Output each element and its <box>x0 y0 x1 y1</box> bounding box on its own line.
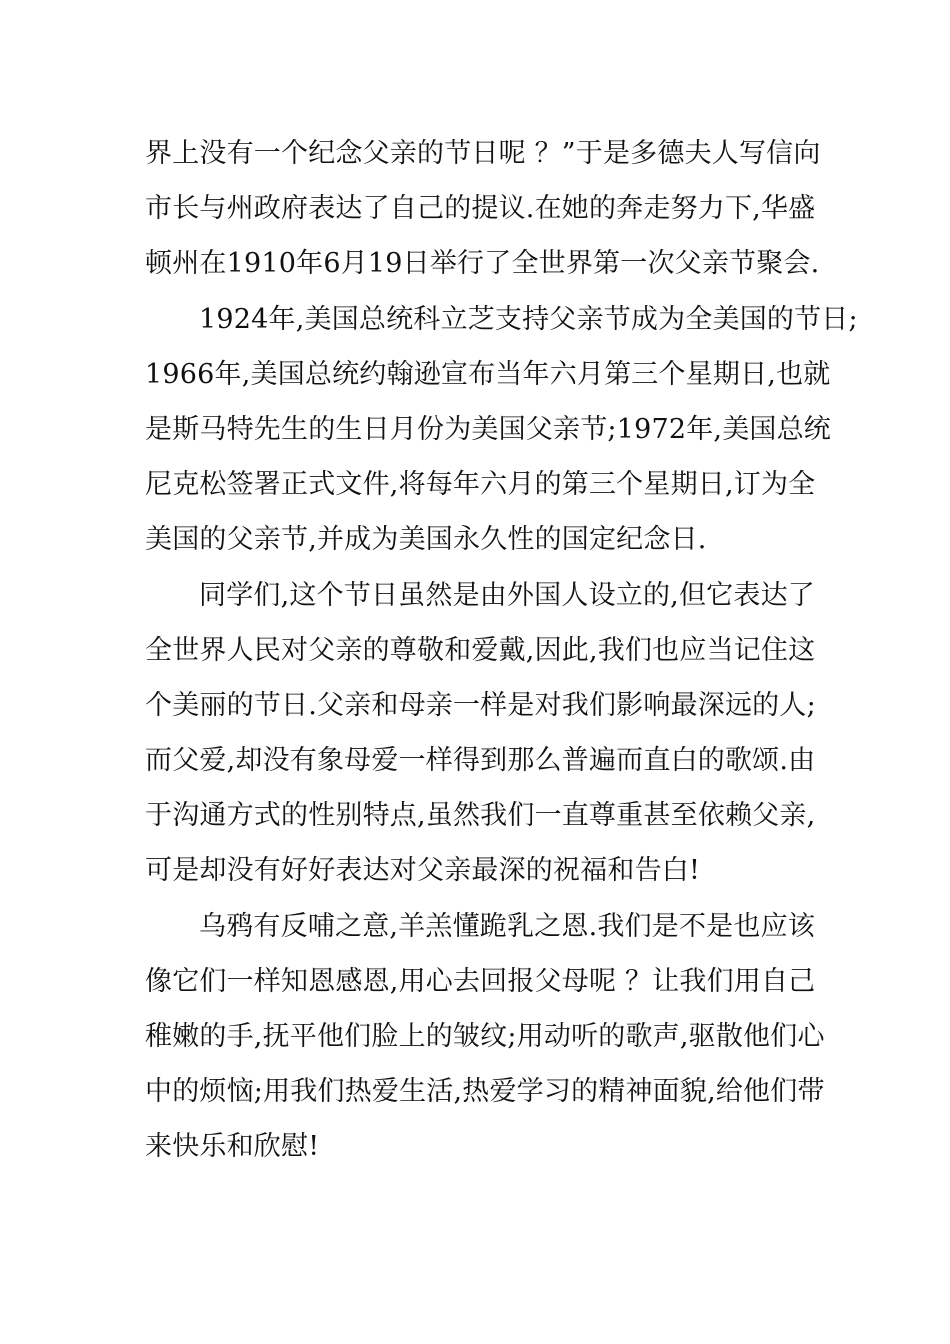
text-line: 界上没有一个纪念父亲的节日呢 ？”于是多德夫人写信向 <box>145 138 821 169</box>
text-line: 可是却没有好好表达对父亲最深的祝福和告白! <box>145 855 701 887</box>
text-line: 来快乐和欣慰! <box>145 1131 320 1163</box>
paragraph-start-line: 1924年,美国总统科立芝支持父亲节成为全美国的节日; <box>199 303 858 335</box>
paragraph-start-line: 同学们,这个节日虽然是由外国人设立的,但它表达了 <box>199 579 815 611</box>
text-line: 而父爱,却没有象母爱一样得到那么普遍而直白的歌颂.由 <box>145 745 816 777</box>
text-line: 是斯马特先生的生日月份为美国父亲节;1972年,美国总统 <box>145 413 831 445</box>
text-line: 美国的父亲节,并成为美国永久性的国定纪念日. <box>145 524 707 556</box>
text-line: 尼克松签署正式文件,将每年六月的第三个星期日,订为全 <box>145 469 816 501</box>
text-line: 顿州在1910年6月19日举行了全世界第一次父亲节聚会. <box>145 248 820 280</box>
text-line: 市长与州政府表达了自己的提议.在她的奔走努力下,华盛 <box>145 193 816 225</box>
text-line: 像它们一样知恩感恩,用心去回报父母呢 ？让我们用自己 <box>145 965 816 997</box>
text-line: 个美丽的节日.父亲和母亲一样是对我们影响最深远的人; <box>145 689 816 721</box>
paragraph-start-line: 乌鸦有反哺之意,羊羔懂跪乳之恩.我们是不是也应该 <box>199 910 815 942</box>
text-line: 全世界人民对父亲的尊敬和爱戴,因此,我们也应当记住这 <box>145 634 816 666</box>
document-body <box>145 126 858 1175</box>
text-line: 稚嫩的手,抚平他们脸上的皱纹;用动听的歌声,驱散他们心 <box>145 1021 825 1052</box>
text-line: 中的烦恼;用我们热爱生活,热爱学习的精神面貌,给他们带 <box>145 1076 825 1108</box>
text-line: 于沟通方式的性别特点,虽然我们一直尊重甚至依赖父亲, <box>145 800 816 832</box>
text-line: 1966年,美国总统约翰逊宣布当年六月第三个星期日,也就 <box>145 358 831 390</box>
